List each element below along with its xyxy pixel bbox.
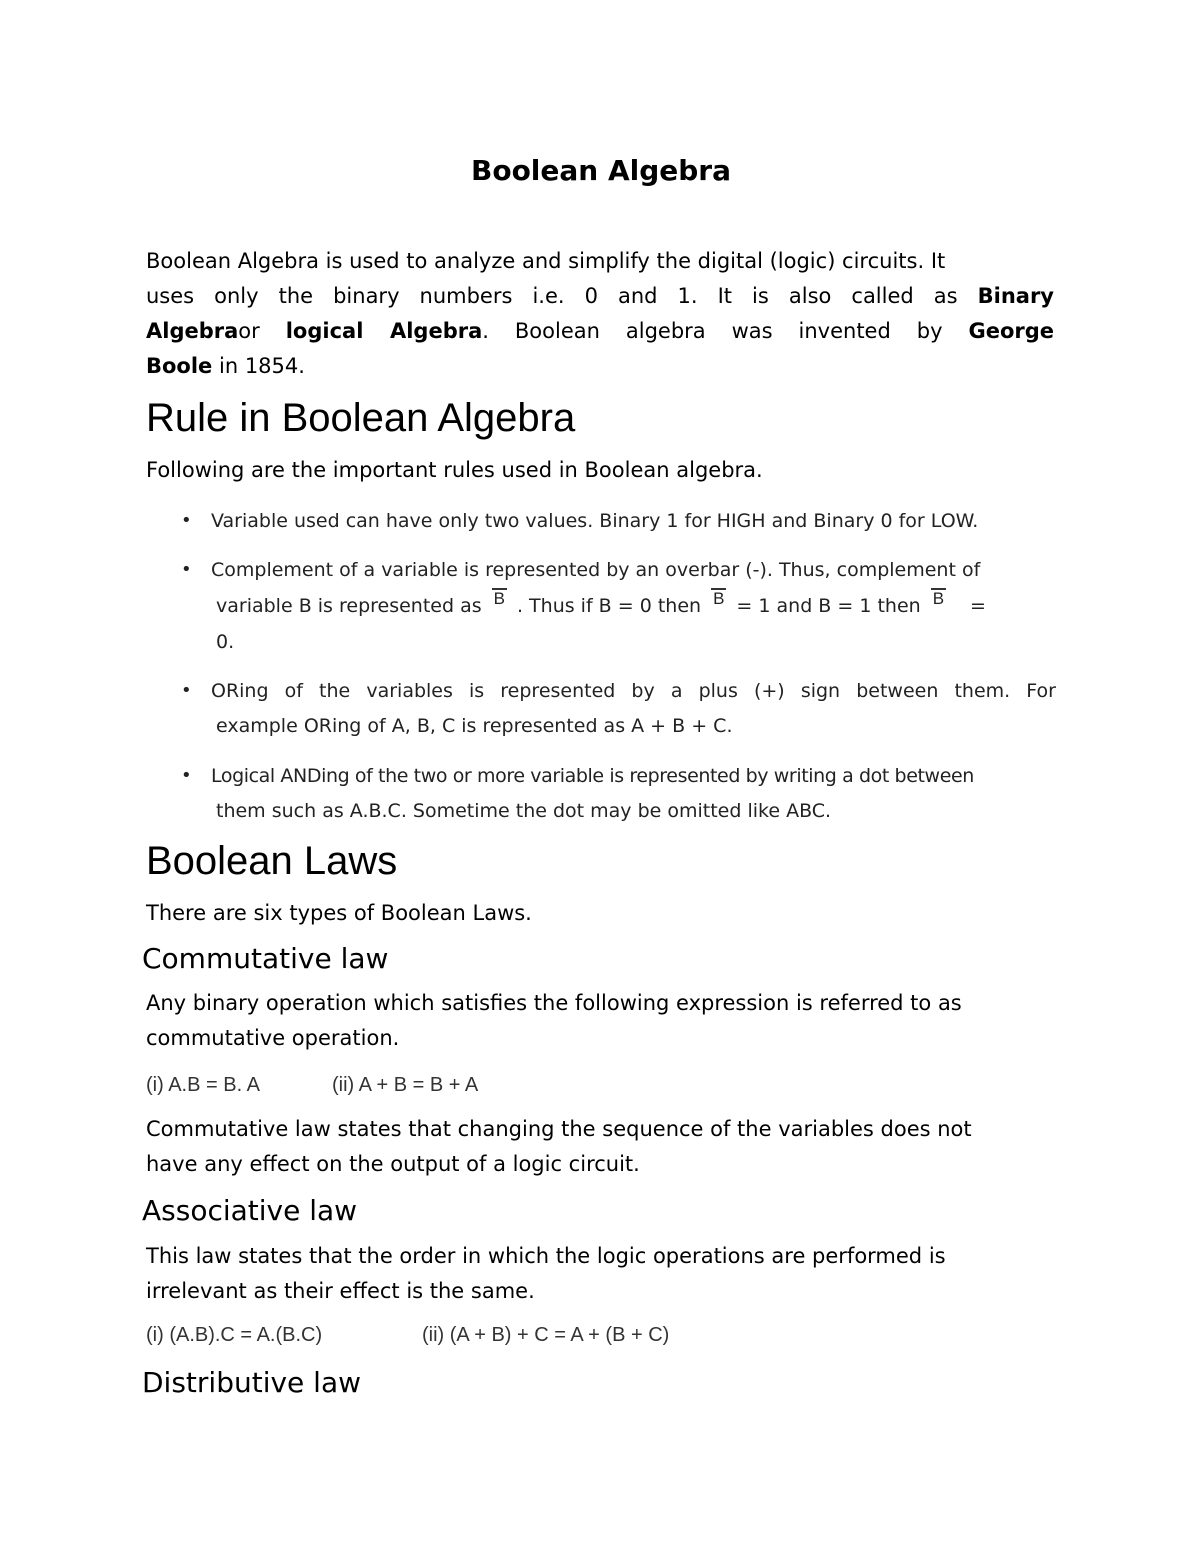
intro-line-2: uses only the binary numbers i.e. 0 and 1. It is also called as Binary [146, 284, 1054, 308]
rules-heading: Rule in Boolean Algebra [146, 396, 576, 440]
associative-formula-2: (ii) (A + B) + C = A + (B + C) [422, 1324, 670, 1346]
commutative-desc-2: have any effect on the output of a logic circuit. [146, 1152, 640, 1176]
commutative-desc-1: Commutative law states that changing the sequence of the variables does not [146, 1117, 972, 1141]
b-bar-symbol: B [493, 589, 505, 608]
b-bar-symbol: B [713, 589, 725, 608]
intro-line-1: Boolean Algebra is used to analyze and simplify the digital (logic) circuits. It [146, 249, 946, 273]
associative-formula-1: (i) (A.B).C = A.(B.C) [146, 1324, 323, 1346]
commutative-formula-1: (i) A.B = B. A [146, 1074, 260, 1096]
laws-intro: There are six types of Boolean Laws. [146, 901, 532, 925]
document-title: Boolean Algebra [470, 154, 732, 187]
b-bar-symbol: B [932, 589, 945, 608]
commutative-text-2: commutative operation. [146, 1026, 400, 1050]
bullet-icon: • [181, 680, 192, 701]
associative-text-1: This law states that the order in which the logic operations are performed is [146, 1244, 946, 1268]
commutative-text-1: Any binary operation which satisfies the following expression is referred to as [146, 991, 962, 1015]
list-item-continuation: them such as A.B.C. Sometime the dot may be omitted like ABC. [216, 800, 832, 822]
list-item-continuation: 0. [216, 631, 235, 653]
bullet-icon: • [181, 510, 192, 531]
list-item-continuation: example ORing of A, B, C is represented as A + B + C. [216, 715, 733, 737]
list-item-continuation: variable B is represented as B . Thus if B = 0 then B = 1 and B = 1 then B = [216, 589, 986, 617]
intro-line-3: Algebraor logical Algebra. Boolean algebra was invented by George [146, 319, 1055, 343]
commutative-formula-2: (ii) A + B = B + A [332, 1074, 479, 1096]
bullet-icon: • [181, 559, 192, 580]
commutative-heading: Commutative law [142, 942, 389, 975]
intro-line-4: Boole in 1854. [146, 354, 305, 378]
associative-heading: Associative law [142, 1194, 358, 1227]
distributive-heading: Distributive law [142, 1366, 362, 1399]
laws-heading: Boolean Laws [146, 839, 398, 883]
rules-intro: Following are the important rules used in Boolean algebra. [146, 458, 763, 482]
associative-text-2: irrelevant as their effect is the same. [146, 1279, 535, 1303]
bullet-icon: • [181, 765, 192, 786]
